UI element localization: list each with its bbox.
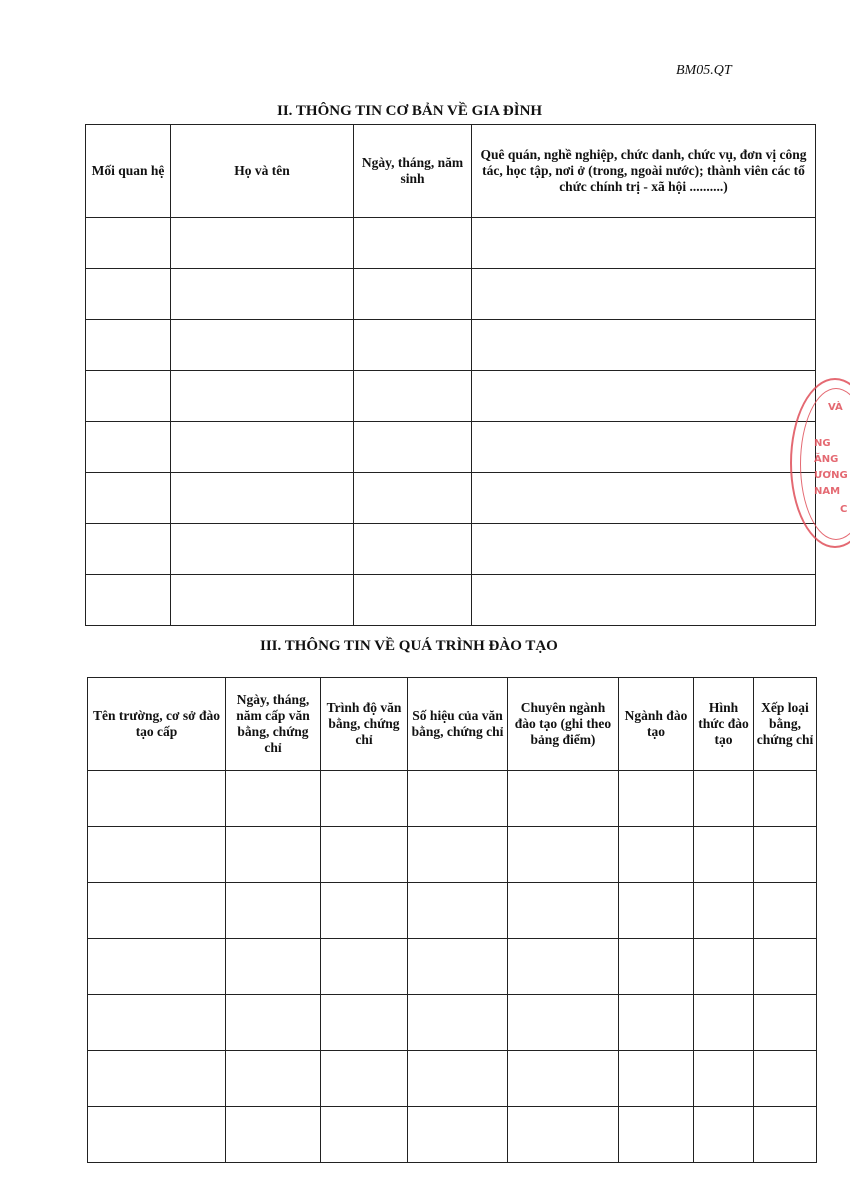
table-cell[interactable] xyxy=(508,995,619,1051)
table-cell[interactable] xyxy=(619,1107,694,1163)
education-table-header-row xyxy=(88,678,817,771)
table-cell[interactable] xyxy=(354,218,472,269)
table-cell[interactable] xyxy=(408,771,508,827)
family-table-row xyxy=(86,269,816,320)
table-cell[interactable] xyxy=(619,995,694,1051)
table-cell[interactable] xyxy=(694,995,754,1051)
family-table-row xyxy=(86,575,816,626)
table-cell[interactable] xyxy=(472,218,816,269)
family-table-body xyxy=(86,218,816,626)
table-cell[interactable] xyxy=(472,575,816,626)
family-table-row xyxy=(86,218,816,269)
table-cell[interactable] xyxy=(171,422,354,473)
table-cell[interactable] xyxy=(694,939,754,995)
table-cell[interactable] xyxy=(171,320,354,371)
table-cell[interactable] xyxy=(86,473,171,524)
table-cell[interactable] xyxy=(619,883,694,939)
table-cell[interactable] xyxy=(408,995,508,1051)
table-cell[interactable] xyxy=(88,771,226,827)
table-cell[interactable] xyxy=(754,995,817,1051)
table-cell[interactable] xyxy=(472,371,816,422)
education-table-row xyxy=(88,939,817,995)
family-table-row xyxy=(86,371,816,422)
table-cell[interactable] xyxy=(408,939,508,995)
table-cell[interactable] xyxy=(171,473,354,524)
seal-text: C xyxy=(840,504,848,515)
table-cell[interactable] xyxy=(88,995,226,1051)
education-table-row xyxy=(88,1107,817,1163)
seal-text: VÀ xyxy=(828,402,843,413)
table-cell[interactable] xyxy=(754,827,817,883)
table-cell[interactable] xyxy=(88,883,226,939)
table-cell[interactable] xyxy=(754,1051,817,1107)
table-cell[interactable] xyxy=(408,1051,508,1107)
table-cell[interactable] xyxy=(508,939,619,995)
edu-col-major: Ngành đào tạo xyxy=(619,678,694,771)
seal-text: NAM xyxy=(814,486,841,497)
edu-col-specialization: Chuyên ngành đào tạo (ghi theo bảng điểm) xyxy=(508,678,619,771)
table-cell[interactable] xyxy=(171,575,354,626)
family-table-row xyxy=(86,422,816,473)
table-cell[interactable] xyxy=(86,218,171,269)
table-cell[interactable] xyxy=(226,883,321,939)
table-cell[interactable] xyxy=(171,269,354,320)
table-cell[interactable] xyxy=(88,827,226,883)
table-cell[interactable] xyxy=(86,575,171,626)
table-cell[interactable] xyxy=(472,269,816,320)
table-cell[interactable] xyxy=(321,1107,408,1163)
table-cell[interactable] xyxy=(694,827,754,883)
table-cell[interactable] xyxy=(354,473,472,524)
table-cell[interactable] xyxy=(88,1107,226,1163)
table-cell[interactable] xyxy=(694,771,754,827)
family-col-details: Quê quán, nghề nghiệp, chức danh, chức vụ, đơn vị công tác, học tập, nơi ở (trong, ngoài nước); thành viên các tổ chức chính trị - xã hội ..........) xyxy=(472,125,816,218)
table-cell[interactable] xyxy=(408,1107,508,1163)
table-cell[interactable] xyxy=(754,939,817,995)
education-section-title: III. THÔNG TIN VỀ QUÁ TRÌNH ĐÀO TẠO xyxy=(260,638,558,654)
table-cell[interactable] xyxy=(508,1051,619,1107)
table-cell[interactable] xyxy=(354,371,472,422)
table-cell[interactable] xyxy=(321,883,408,939)
table-cell[interactable] xyxy=(619,827,694,883)
education-table-row xyxy=(88,1051,817,1107)
table-cell[interactable] xyxy=(321,771,408,827)
table-cell[interactable] xyxy=(754,771,817,827)
table-cell[interactable] xyxy=(508,883,619,939)
table-cell[interactable] xyxy=(321,939,408,995)
table-cell[interactable] xyxy=(321,827,408,883)
table-cell[interactable] xyxy=(171,524,354,575)
family-table-row xyxy=(86,524,816,575)
family-col-relation: Mối quan hệ xyxy=(86,125,171,218)
edu-col-school: Tên trường, cơ sở đào tạo cấp xyxy=(88,678,226,771)
table-cell[interactable] xyxy=(354,320,472,371)
table-cell[interactable] xyxy=(354,269,472,320)
edu-col-level: Trình độ văn bằng, chứng chỉ xyxy=(321,678,408,771)
family-table xyxy=(85,124,816,626)
education-table-row xyxy=(88,995,817,1051)
table-cell[interactable] xyxy=(694,1107,754,1163)
table-cell[interactable] xyxy=(408,827,508,883)
education-table-row xyxy=(88,771,817,827)
table-cell[interactable] xyxy=(694,1051,754,1107)
table-cell[interactable] xyxy=(321,995,408,1051)
table-cell[interactable] xyxy=(226,1051,321,1107)
family-table-header-row xyxy=(86,125,816,218)
table-cell[interactable] xyxy=(226,1107,321,1163)
seal-text: ĂNG xyxy=(814,454,839,465)
education-table xyxy=(87,677,817,1163)
table-cell[interactable] xyxy=(619,771,694,827)
table-cell[interactable] xyxy=(86,524,171,575)
family-table-row xyxy=(86,320,816,371)
table-cell[interactable] xyxy=(354,575,472,626)
edu-col-certificate-number: Số hiệu của văn bằng, chứng chỉ xyxy=(408,678,508,771)
education-table-row xyxy=(88,883,817,939)
education-table-body xyxy=(88,771,817,1163)
table-cell[interactable] xyxy=(86,320,171,371)
table-cell[interactable] xyxy=(86,269,171,320)
family-col-fullname: Họ và tên xyxy=(171,125,354,218)
table-cell[interactable] xyxy=(354,422,472,473)
table-cell[interactable] xyxy=(508,1107,619,1163)
education-table-row xyxy=(88,827,817,883)
edu-col-issue-date: Ngày, tháng, năm cấp văn bằng, chứng chỉ xyxy=(226,678,321,771)
table-cell[interactable] xyxy=(321,1051,408,1107)
table-cell[interactable] xyxy=(86,422,171,473)
form-code: BM05.QT xyxy=(676,63,732,78)
table-cell[interactable] xyxy=(754,883,817,939)
table-cell[interactable] xyxy=(86,371,171,422)
family-table-row xyxy=(86,473,816,524)
seal-text: ƯƠNG xyxy=(814,470,848,481)
table-cell[interactable] xyxy=(226,771,321,827)
table-cell[interactable] xyxy=(226,995,321,1051)
edu-col-grade: Xếp loại bằng, chứng chỉ xyxy=(754,678,817,771)
table-cell[interactable] xyxy=(171,371,354,422)
table-cell[interactable] xyxy=(408,883,508,939)
table-cell[interactable] xyxy=(171,218,354,269)
table-cell[interactable] xyxy=(472,524,816,575)
table-cell[interactable] xyxy=(619,939,694,995)
table-cell[interactable] xyxy=(354,524,472,575)
family-col-birthdate: Ngày, tháng, năm sinh xyxy=(354,125,472,218)
table-cell[interactable] xyxy=(508,771,619,827)
table-cell[interactable] xyxy=(472,473,816,524)
edu-col-mode: Hình thức đào tạo xyxy=(694,678,754,771)
table-cell[interactable] xyxy=(619,1051,694,1107)
table-cell[interactable] xyxy=(226,939,321,995)
table-cell[interactable] xyxy=(472,422,816,473)
table-cell[interactable] xyxy=(88,1051,226,1107)
table-cell[interactable] xyxy=(508,827,619,883)
seal-text: NG xyxy=(814,438,831,449)
table-cell[interactable] xyxy=(88,939,226,995)
family-section-title: II. THÔNG TIN CƠ BẢN VỀ GIA ĐÌNH xyxy=(277,103,543,119)
table-cell[interactable] xyxy=(694,883,754,939)
table-cell[interactable] xyxy=(754,1107,817,1163)
table-cell[interactable] xyxy=(226,827,321,883)
table-cell[interactable] xyxy=(472,320,816,371)
